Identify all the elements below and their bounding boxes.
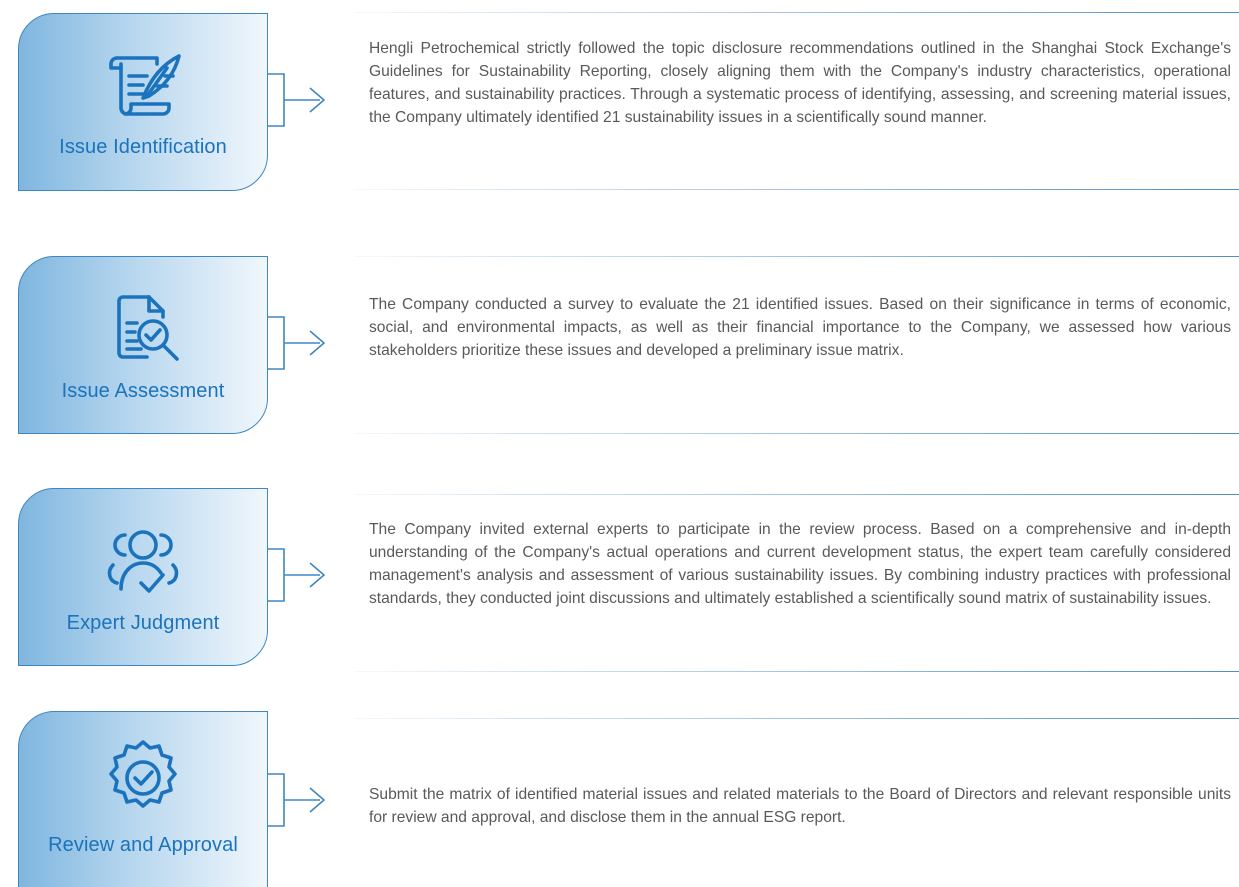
- badge-check-icon: [95, 730, 191, 826]
- step-title: Expert Judgment: [66, 612, 220, 634]
- connector-arrow: [268, 313, 338, 377]
- step-card: [18, 256, 268, 434]
- bottom-divider: [354, 433, 1239, 434]
- bottom-divider: [354, 189, 1239, 190]
- top-divider: [354, 256, 1239, 257]
- step-description: Submit the matrix of identified material issues and related materials to the Board of Directors and relevant responsible units for review and approval, and disclose them in the annual ESG report.: [369, 786, 1231, 826]
- top-divider: [354, 494, 1239, 495]
- document-quill-icon: [95, 38, 191, 134]
- step-card: [18, 711, 268, 887]
- top-divider: [354, 718, 1239, 719]
- bottom-divider: [354, 671, 1239, 672]
- document-magnifier-check-icon: [95, 279, 191, 375]
- step-title: Review and Approval: [48, 834, 238, 856]
- top-divider: [354, 12, 1239, 13]
- step-title: Issue Assessment: [61, 380, 225, 402]
- step-card: [18, 488, 268, 666]
- step-title: Issue Identification: [59, 136, 227, 158]
- step-description: The Company invited external experts to participate in the review process. Based on a comprehensive and in-depth understanding of the Company's actual operations and current development status, the expert team carefully considered management's analysis and assessment of various sustainability issues. By combining industry practices with professional standards, they conducted joint discussions and ultimately established a scientifically sound matrix of sustainability issues.: [369, 521, 1231, 607]
- user-group-check-icon: [95, 513, 191, 609]
- connector-arrow: [268, 70, 338, 134]
- step-description: Hengli Petrochemical strictly followed the topic disclosure recommendations outlined in the Shanghai Stock Exchange's Guidelines for Sustainability Reporting, closely aligning them with the Company's industry characteristics, operational features, and sustainability practices. Through a systematic process of identifying, assessing, and screening material issues, the Company ultimately identified 21 sustainability issues in a scientifically sound manner.: [369, 40, 1231, 126]
- step-description: The Company conducted a survey to evaluate the 21 identified issues. Based on their significance in terms of economic, social, and environmental impacts, as well as their financial importance to the Company, we assessed how various stakeholders prioritize these issues and developed a preliminary issue matrix.: [369, 296, 1231, 359]
- step-card: [18, 13, 268, 191]
- connector-arrow: [268, 545, 338, 609]
- connector-arrow: [268, 770, 338, 834]
